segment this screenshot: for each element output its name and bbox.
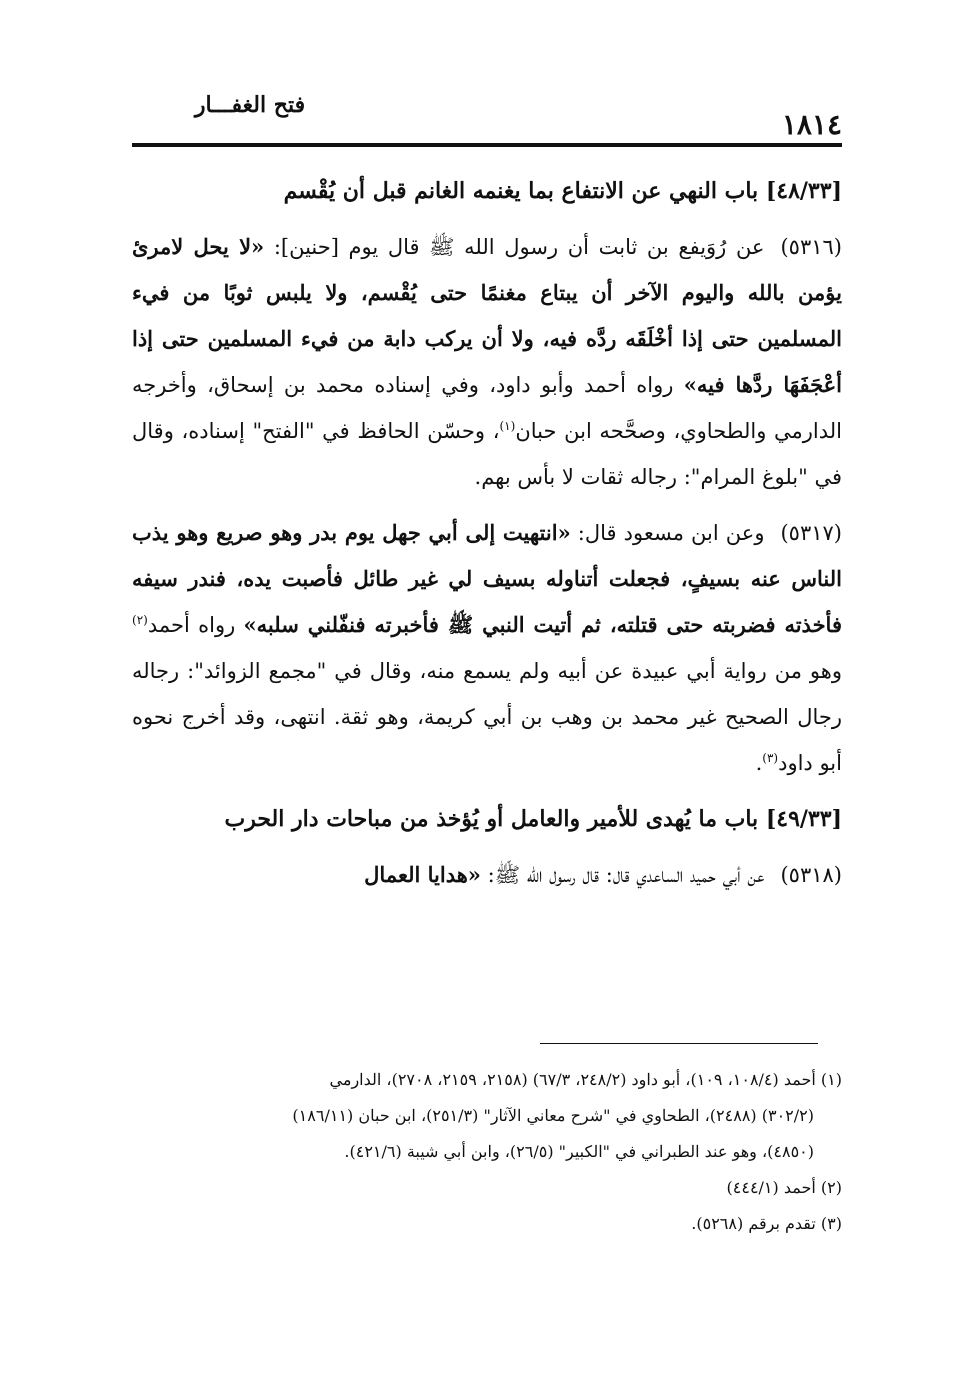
hadith-number: (٥٣١٨) [780, 863, 842, 887]
section-heading-48: [٤٨/٣٣] باب النهي عن الانتفاع بما يغنمه الغانم قبل أن يُقْسم [283, 178, 842, 204]
page-number: ١٨١٤ [781, 108, 842, 141]
hadith-number: (٥٣١٧) [780, 521, 842, 545]
footnote-ref[interactable]: (٢) [132, 613, 148, 627]
hadith-intro: عن رُوَيفع بن ثابت أن رسول الله ﷺ قال يوم [حنين]: [264, 235, 765, 259]
hadith-5316 [132, 224, 842, 500]
footnote-3: (٣) تقدم برقم (٥٢٦٨). [691, 1214, 842, 1233]
hadith-matn: «انتهيت إلى أبي جهل يوم بدر وهو صريع وهو يذب الناس عنه بسيفٍ، فجعلت أتناوله بسيف لي غير طائل فأصبت يده، فندر سيفه فأخذته فضربته حتى قتلته، ثم أتيت النبي ﷺ فأخبرته فنفّلني سلبه» [132, 520, 842, 637]
header-rule [132, 143, 842, 147]
footnote-1-line: (١) أحمد (١٠٨/٤، ١٠٩)، أبو داود (٢٤٨/٢، ٦٧/٣) (٢١٥٨، ٢١٥٩، ٢٧٠٨)، الدارمي [329, 1070, 842, 1089]
hadith-matn: «هدايا العمال [364, 862, 481, 887]
hadith-commentary: ، وحسّن الحافظ في "الفتح" إسناده، وقال في "بلوغ المرام": رجاله ثقات لا بأس بهم. [132, 419, 842, 489]
hadith-commentary: رواه أحمد وأبو داود، وفي إسناده محمد بن إسحاق، وأخرجه الدارمي والطحاوي، وصحَّحه ابن حبان [132, 373, 842, 443]
footnote-1-line: (٤٨٥٠)، وهو عند الطبراني في "الكبير" (٢٦/٥)، وابن أبي شيبة (٤٢١/٦). [344, 1142, 814, 1161]
hadith-commentary: وهو من رواية أبي عبيدة عن أبيه ولم يسمع منه، وقال في "مجمع الزوائد": رجاله رجال الصحيح غير محمد بن وهب بن أبي كريمة، وهو ثقة. انتهى، وقد أخرج نحوه أبو داود [132, 659, 842, 775]
hadith-intro: وعن ابن مسعود قال: [570, 521, 765, 545]
main-text [132, 166, 842, 898]
footnote-ref[interactable]: (٣) [762, 751, 779, 765]
hadith-number: (٥٣١٦) [780, 235, 842, 259]
hadith-matn: «لا يحل لامرئ يؤمن بالله واليوم الآخر أن يبتاع مغنمًا حتى يُقْسم، ولا يلبس ثوبًا من فيء المسلمين حتى إذا أخْلَقَه ردَّه فيه، ولا أن يركب دابة من فيء المسلمين حتى إذا أعْجَفَهَا ردَّها فيه» [132, 234, 843, 397]
hadith-5318 [132, 852, 842, 898]
hadith-5317 [132, 510, 842, 786]
hadith-intro: عن أبي حميد الساعدي قال: قال رسول الله ﷺ: [480, 863, 765, 887]
running-title: فتح الغفـــار [194, 92, 306, 118]
hadith-commentary: . [755, 751, 763, 775]
section-heading-49: [٤٩/٣٣] باب ما يُهدى للأمير والعامل أو يُؤخذ من مباحات دار الحرب [224, 806, 842, 832]
footnote-2: (٢) أحمد (٤٤٤/١) [726, 1178, 842, 1197]
footnote-1-line: (٣٠٢/٢) (٢٤٨٨)، الطحاوي في "شرح معاني الآثار" (٢٥١/٣)، ابن حبان (١٨٦/١١) [292, 1106, 814, 1125]
footnote-separator [540, 1043, 818, 1044]
footnotes [132, 1062, 842, 1242]
footnote-ref[interactable]: (١) [499, 419, 516, 433]
hadith-commentary: رواه أحمد [147, 613, 244, 637]
